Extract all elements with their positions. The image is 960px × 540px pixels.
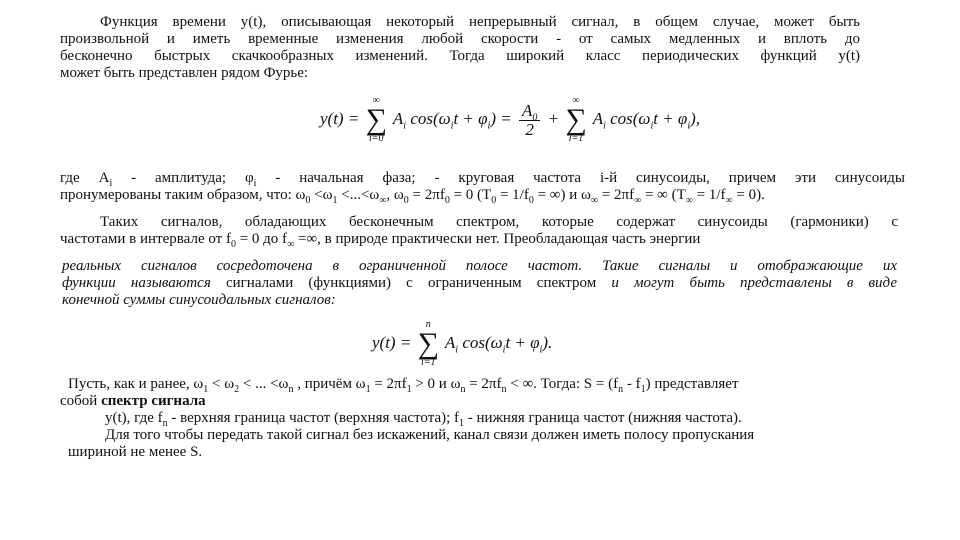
sum-symbol: ∞ ∑ i=0 [365,95,387,144]
text-line: Функция времени y(t), описывающая некоторый непрерывный сигнал, в общем случае, может быть [100,14,860,30]
text-line: может быть представлен рядом Фурье: [60,65,309,81]
text-line: y(t), где $f_n$ - верхняя граница частот (верхняя частота); $f_1$ - нижняя граница частот (нижняя частота). [105,410,742,429]
paragraph-limited-spectrum [62,258,897,309]
text-line: Пусть, как и ранее, $\omega_1 < \omega_2$ < ... $<\omega_n$ , причём $\omega_1 = 2\pi f_1 > 0$ и $\omega_n = 2\pi f_n$ < ∞. Тогда: $S = (f_n - f_1)$ представляет [68,376,739,395]
paragraph-spectrum-width [60,376,900,461]
text-line: Таких сигналов, обладающих бесконечным спектром, которые содержат синусоиды (гармоники) с [100,214,898,230]
text-line: произвольной и иметь временные изменения любой скорости - от самых медленных и вплоть до [60,31,860,47]
text-line: собой спектр сигнала [60,393,206,409]
sum-symbol: ∞ ∑ i=1 [565,95,587,144]
spectrum-term: спектр сигнала [101,393,206,409]
text-line: конечной суммы синусоидальных сигналов: [62,292,336,308]
paragraph-infinite-spectrum [60,214,898,248]
sum-symbol: n ∑ i=1 [417,319,439,368]
finite-sum-formula: y(t) = n ∑ i=1 $A_i$ $\cos(\omega_it + \varphi_i)$. [372,319,553,368]
text-line: Для того чтобы передать такой сигнал без искажений, канал связи должен иметь полосу пропускания [105,427,755,443]
fraction: $\frac{A_0}{2}$ [519,102,540,139]
text-line: где $A_i$ - амплитуда; $\varphi_i$ - начальная фаза; - круговая частота i-й синусоиды, причем эти синусоиды [60,170,905,189]
paragraph-definitions [60,170,905,204]
text-line: пронумерованы таким образом, что: $\omega_0 <\omega_1 <...<\omega_\infty$, $\omega_0 = 2\pi f_0 = 0$ ($T_0 = 1/f_0$ = ∞) и $\omega_\infty = 2\pi f_\infty$ = ∞ $(T_\infty = 1/f_\infty = 0)$. [60,187,765,206]
paragraph-intro [60,14,860,82]
text-line: частотами в интервале от $f_0 = 0$ до $f_\infty$ =∞, в природе практически нет. Преобладающая часть энергии [60,231,701,250]
text-line: шириной не менее S. [68,444,203,460]
fourier-series-formula: y(t) = ∞ ∑ i=0 $A_i$ $\cos(\omega_it + \varphi_i)$ = $\frac{A_0}{2}$ + ∞ ∑ i=1 $A_i$ $\cos(\omega_it + \varphi_i)$, [320,95,701,144]
text-line: бесконечно быстрых скачкообразных изменений. Тогда широкий класс периодических функций y(t) [60,48,860,64]
text-line: реальных сигналов сосредоточена в ограниченной полосе частот. Такие сигналы и отображающие их [62,258,897,274]
text-line: функции называются сигналами (функциями) с ограниченным спектром и могут быть представлены в виде [62,275,897,291]
